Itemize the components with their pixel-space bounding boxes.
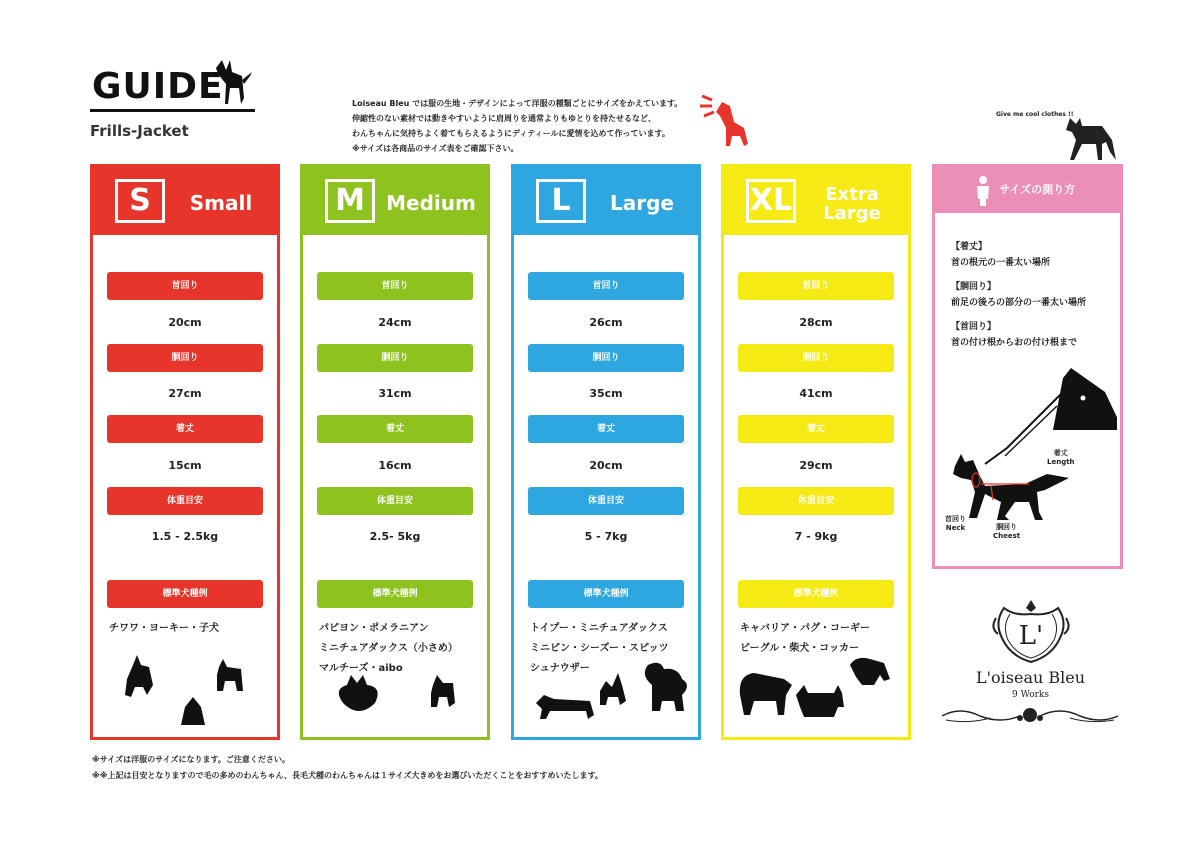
page-title: GUIDE <box>92 66 224 107</box>
intro-line: わんちゃんに気持ちよく着てもらえるようにディティールに愛情を込めて作っています。 <box>352 129 670 138</box>
measure-guide-card <box>932 164 1123 569</box>
size-letter: XL <box>749 183 793 218</box>
measure-length-head: 【着丈】 <box>951 242 988 252</box>
value-length: 20cm <box>589 459 623 472</box>
dog-silhouette-icon <box>600 673 626 705</box>
label-chest: 胴回り <box>317 344 473 372</box>
diagram-chest-jp: 胴回り <box>996 523 1018 531</box>
dog-silhouette-icon <box>431 675 455 707</box>
size-letter: S <box>129 183 151 218</box>
person-icon <box>973 175 993 207</box>
dog-silhouette-icon <box>214 58 254 106</box>
value-neck: 26cm <box>589 316 623 329</box>
intro-text <box>352 96 682 156</box>
value-neck: 20cm <box>168 316 202 329</box>
size-name: Medium <box>386 191 476 215</box>
dog-illustrations <box>724 645 908 735</box>
brand-crest-logo <box>990 598 1072 668</box>
size-letter: L <box>551 183 571 218</box>
label-weight: 体重目安 <box>107 487 263 515</box>
diagram-neck-en: Neck <box>945 524 966 532</box>
label-chest: 胴回り <box>107 344 263 372</box>
diagram-neck-jp: 首回り <box>945 515 966 523</box>
title-underline <box>90 109 255 112</box>
label-neck: 首回り <box>107 272 263 300</box>
dog-silhouette-icon <box>850 658 890 685</box>
label-weight: 体重目安 <box>528 487 684 515</box>
label-neck: 首回り <box>738 272 894 300</box>
breed-list <box>109 619 271 639</box>
label-chest: 胴回り <box>738 344 894 372</box>
value-weight: 1.5 - 2.5kg <box>151 530 219 543</box>
value-neck: 24cm <box>378 316 412 329</box>
measure-neck-text: 首の付け根からおの付け根まで <box>951 338 1078 348</box>
label-breed: 標準犬種例 <box>107 580 263 608</box>
dog-silhouette-icon <box>181 697 205 725</box>
dog-silhouette-icon <box>796 685 844 717</box>
size-name-line1: Extra <box>825 184 879 205</box>
measure-chest-text: 前足の後ろの部分の一番太い場所 <box>951 298 1087 308</box>
breed-line: パピヨン・ポメラニアン <box>319 623 429 634</box>
size-card-m <box>300 164 490 740</box>
size-name: Small <box>189 191 253 215</box>
dog-silhouette-icon <box>645 663 687 711</box>
note-line: ※サイズは洋服のサイズになります。ご注意ください。 <box>92 755 290 764</box>
label-length: 着丈 <box>107 415 263 443</box>
diagram-length-label <box>1047 449 1075 467</box>
label-weight: 体重目安 <box>317 487 473 515</box>
label-length: 着丈 <box>528 415 684 443</box>
label-breed: 標準犬種例 <box>738 580 894 608</box>
measure-title: サイズの測り方 <box>999 183 1076 196</box>
product-subtitle: Frills-Jacket <box>90 122 189 140</box>
measure-chest-head: 【胴回り】 <box>951 282 997 292</box>
breed-line: トイプー・ミニチュアダックス <box>530 623 668 634</box>
breed-line: ミニピン・シーズー・スピッツ <box>530 643 669 654</box>
barking-dog-icon <box>700 92 760 150</box>
breed-line: キャバリア・パグ・コーギー <box>740 623 870 634</box>
measure-diagram <box>945 362 1117 562</box>
size-card-xl <box>721 164 911 740</box>
dog-illustrations <box>514 645 698 735</box>
size-letter: M <box>335 183 365 218</box>
label-neck: 首回り <box>528 272 684 300</box>
dog-silhouette-icon <box>125 655 153 697</box>
dog-silhouette-icon <box>740 673 792 715</box>
diagram-chest-en: Cheest <box>993 532 1021 540</box>
value-length: 15cm <box>168 459 202 472</box>
dog-silhouette-icon <box>217 659 243 691</box>
label-weight: 体重目安 <box>738 487 894 515</box>
value-length: 29cm <box>799 459 833 472</box>
label-neck: 首回り <box>317 272 473 300</box>
intro-line: Loiseau Bleu では服の生地・デザインによって洋服の種類ごとにサイズをかえています。 <box>352 99 683 108</box>
intro-line: ※サイズは各商品のサイズ表をご確認下さい。 <box>352 144 519 153</box>
dog-silhouette-icon <box>339 675 378 711</box>
breed-line: ミニチュアダックス（小さめ） <box>319 643 458 654</box>
value-chest: 35cm <box>589 387 623 400</box>
size-card-l <box>511 164 701 740</box>
value-chest: 27cm <box>168 387 202 400</box>
diagram-neck-label <box>945 515 966 533</box>
size-card-header <box>514 167 698 235</box>
size-name-line2: Large <box>823 203 881 224</box>
speech-text: Give me cool clothes !! <box>996 111 1074 118</box>
dog-illustrations <box>93 645 277 735</box>
value-length: 16cm <box>378 459 412 472</box>
intro-line: 伸縮性のない素材では動きやすいように肩周りを通常よりもゆとりを持たせるなど、 <box>352 114 656 123</box>
size-name <box>806 181 898 229</box>
measure-neck-head: 【首回り】 <box>951 322 997 332</box>
breed-line: ビーグル・柴犬・コッカー <box>740 643 860 654</box>
breed-line: マルチーズ・aibo <box>319 663 403 674</box>
size-card-s <box>90 164 280 740</box>
label-length: 着丈 <box>317 415 473 443</box>
breed-line: シュナウザー <box>530 663 590 674</box>
diagram-length-en: Length <box>1047 458 1075 466</box>
label-breed: 標準犬種例 <box>528 580 684 608</box>
value-weight: 2.5- 5kg <box>369 530 421 543</box>
value-chest: 41cm <box>799 387 833 400</box>
size-card-header <box>303 167 487 235</box>
diagram-length-jp: 着丈 <box>1053 449 1068 457</box>
ornament-divider <box>940 704 1120 726</box>
dog-silhouette-icon <box>1062 114 1118 164</box>
diagram-chest-label <box>993 523 1020 541</box>
breed-line: チワワ・ヨーキー・子犬 <box>109 623 219 634</box>
size-card-header <box>724 167 908 235</box>
size-card-header <box>93 167 277 235</box>
label-chest: 胴回り <box>528 344 684 372</box>
measure-length-text: 首の根元の一番太い場所 <box>951 258 1051 268</box>
dog-silhouette-icon <box>536 695 594 719</box>
note-line: ※※上記は目安となりますので毛の多めのわんちゃん、長毛犬種のわんちゃんは１サイズ大きめをお選びいただくことをおすすめいたします。 <box>92 771 603 780</box>
value-weight: 5 - 7kg <box>584 530 628 543</box>
brand-name: L'oiseau Bleu <box>975 668 1086 687</box>
label-length: 着丈 <box>738 415 894 443</box>
value-chest: 31cm <box>378 387 412 400</box>
value-weight: 7 - 9kg <box>794 530 838 543</box>
dog-illustrations <box>303 645 487 735</box>
size-name: Large <box>610 191 674 215</box>
logo-mark-text: L' <box>1018 621 1044 651</box>
label-breed: 標準犬種例 <box>317 580 473 608</box>
brand-sub: 9 Works <box>1011 690 1050 700</box>
value-neck: 28cm <box>799 316 833 329</box>
